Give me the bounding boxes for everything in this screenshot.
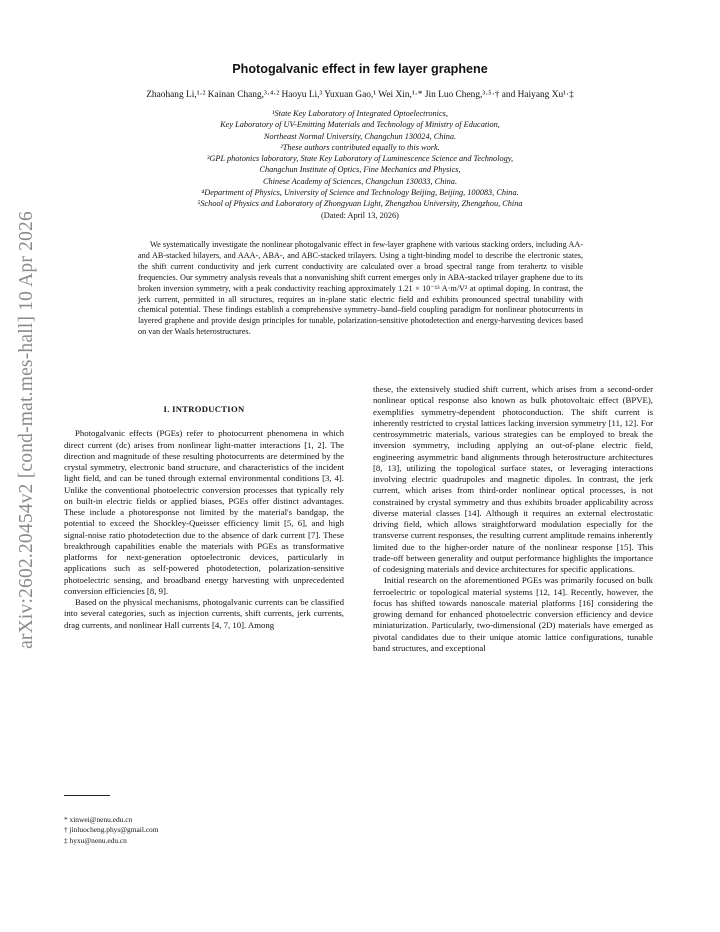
affiliations	[60, 108, 660, 221]
affiliation-line: ²These authors contributed equally to this work.	[280, 142, 440, 152]
affiliation-line: Key Laboratory of UV-Emitting Materials and Technology of Ministry of Education,	[220, 120, 500, 130]
author-list: Zhaohang Li,¹·² Kainan Chang,³·⁴·² Haoyu Li,³ Yuxuan Gao,¹ Wei Xin,¹·* Jin Luo Cheng,³·⁵·† and Haiyang Xu¹·‡	[146, 90, 574, 100]
affiliation-line: ¹State Key Laboratory of Integrated Optoelectronics,	[272, 109, 448, 118]
left-column	[64, 404, 344, 631]
affiliation-line: ³GPL photonics laboratory, State Key Laboratory of Luminescence Science and Technology,	[206, 154, 514, 164]
arxiv-identifier: arXiv:2602.20454v2 [cond-mat.mes-hall] 10 Apr 2026	[16, 211, 37, 649]
body-paragraph: these, the extensively studied shift current, which arises from a second-order nonlinear optical response also known as bulk photovoltaic effect (BPVE), exemplifies symmetry-dependent photoconduction. The shift current is inherently restricted to crystal lattices lacking inversion symmetry [11, 12]. For centrosymmetric materials, various strategies can be employed to break the inversion symmetry, including applying an out-of-plane electric field, engineering asymmetric band alignments through heterostructure architectures [8, 13], utilizing the topological surface states, or leveraging interactions involving electric quadrupoles and magnetic dipoles. In contrast, the jerk current, which arises from third-order nonlinear optical processes, is not constrained by crystal symmetry and thus exhibits broader applicability across diverse material classes [14]. Although it requires an external electrostatic driving field, which allows straightforward modulation especially for the transverse current responses, the resulting current amplitude remains inherently limited due to the higher-order nature of the nonlinear response [15]. This trade-off between generality and output performance highlights the importance of codesigning materials and device architectures for specific applications.	[373, 384, 653, 574]
affiliation-line: Changchun Institute of Optics, Fine Mechanics and Physics,	[259, 165, 461, 175]
footnote-email: * xinwei@nenu.edu.cn	[64, 815, 133, 824]
footnote-email: ‡ hyxu@nenu.edu.cn	[64, 835, 127, 845]
footnote-divider	[64, 795, 110, 796]
body-paragraph: Photogalvanic effects (PGEs) refer to photocurrent phenomena in which direct current (dc) arises from nonlinear light-matter interactions [1, 2]. The direction and magnitude of these resulting photocurrents are determined by the crystal symmetry, electronic band structure, and characteristics of the incident light field, and can be tuned through external environmental conditions [3, 4]. Unlike the conventional photoelectric conversion processes that typically rely on built-in electric fields or applied biases, PGEs offer distinct advantages. These include a photoresponse not limited by the material's bandgap, the potential to exceed the Shockley-Queisser efficiency limit [5, 6], and high signal-noise ratio photodetection due to the absence of dark current [7]. These breakthrough capabilities enable the materials with PGEs as transformative platforms for next-generation optoelectronic devices, particularly in applications such as self-powered photodetection, polarization-sensitive photoelectric sensing, and broadband energy harvesting with unprecedented conversion efficiencies [8, 9].	[64, 428, 344, 596]
footnotes	[64, 815, 158, 846]
affiliation-line: ⁵School of Physics and Laboratory of Zhongyuan Light, Zhengzhou University, Zhengzhou, China	[197, 199, 523, 209]
paper-title: Photogalvanic effect in few layer graphene	[232, 62, 488, 76]
right-column	[373, 384, 653, 654]
abstract: We systematically investigate the nonlinear photogalvanic effect in few-layer graphene with various stacking orders, including AA- and AB-stacked bilayers, and AAA-, ABA-, and ABC-stacked trilayers. Using a tight-binding model to describe the electronic states, the shift current conductivity and jerk current conductivity are calculated over a broad spectral range from terahertz to visible frequencies. Our symmetry analysis reveals that a nonvanishing shift current emerges only in ABA-stacked trilayer graphene due to its broken inversion symmetry, with a peak conductivity reaching approximately 1.21 × 10⁻¹³ A·m/V² at optimal doping. In contrast, the jerk current, permitted in all structures, requires an in-plane static electric field and exhibits pronounced spectral tunability with chemical potential. These findings establish a comprehensive symmetry–band–field coupling paradigm for nonlinear photocurrents in layered graphene and provide design principles for tunable, polarization-sensitive photodetection and energy-harvesting devices based on van der Waals heterostructures.	[138, 240, 583, 337]
date-line: (Dated: April 13, 2026)	[321, 210, 399, 220]
affiliation-line: Northeast Normal University, Changchun 130024, China.	[263, 131, 457, 141]
footnote-email: † jinluocheng.phys@gmail.com	[64, 825, 159, 835]
body-paragraph: Based on the physical mechanisms, photogalvanic currents can be classified into several categories, such as injection currents, shift currents, jerk currents, drag currents, and nonlinear Hall currents [4, 7, 10]. Among	[64, 597, 344, 630]
affiliation-line: Chinese Academy of Sciences, Changchun 130033, China.	[262, 176, 458, 186]
body-paragraph: Initial research on the aforementioned PGEs was primarily focused on bulk ferroelectric or topological material systems [12, 14]. Recently, however, the focus has shifted towards nanoscale material platforms [16] considering the growing demand for enhanced photoelectric conversion efficiency and device miniaturization. Particularly, two-dimensional (2D) materials have emerged as pivotal candidates due to their unique atomic lattice configurations, tunable band structures, and exceptional	[373, 575, 653, 653]
section-heading: I. INTRODUCTION	[163, 404, 245, 414]
affiliation-line: ⁴Department of Physics, University of Science and Technology Beijing, Beijing, 100083, China.	[201, 188, 519, 198]
arxiv-stamp	[14, 200, 40, 660]
